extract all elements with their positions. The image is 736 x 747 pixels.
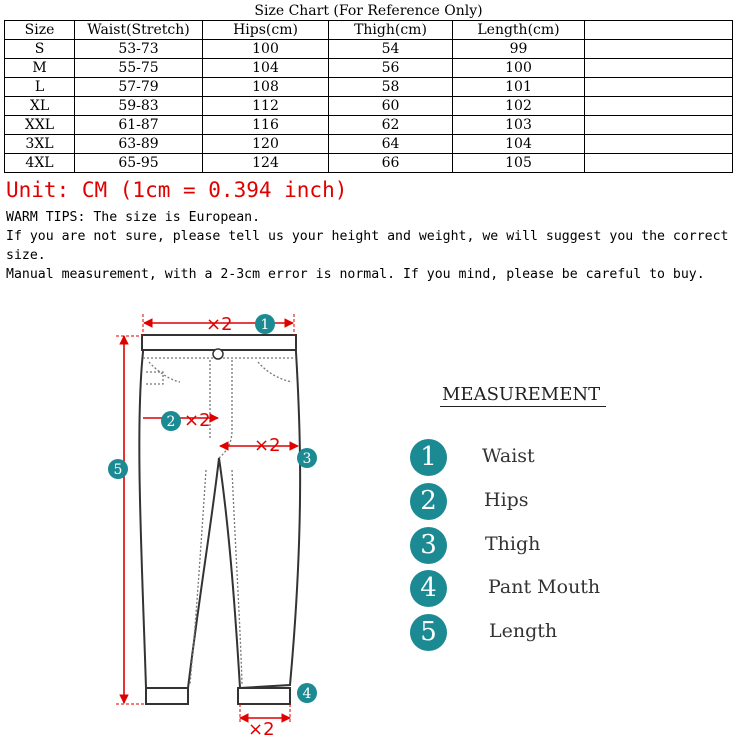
note-warm-tips: WARM TIPS: The size is European. (6, 210, 261, 225)
cell-empty (585, 97, 733, 116)
cell-waist: 57-79 (75, 78, 203, 97)
cell-thigh: 64 (329, 135, 453, 154)
legend-item-length (410, 612, 558, 652)
cell-size: 4XL (5, 154, 75, 173)
cell-size: XXL (5, 116, 75, 135)
svg-text:3: 3 (302, 451, 312, 467)
cell-length: 100 (453, 59, 585, 78)
legend-number-5-icon: 5 (410, 614, 447, 651)
cell-empty (585, 116, 733, 135)
legend-item-pant-mouth (410, 568, 601, 608)
legend-title: MEASUREMENT (440, 384, 606, 407)
note-measurement-error: Manual measurement, with a 2-3cm error is normal. If you mind, please be careful to buy. (6, 267, 705, 282)
cell-length: 101 (453, 78, 585, 97)
cell-length: 99 (453, 40, 585, 59)
pants-measurement-diagram (0, 305, 736, 747)
svg-text:4: 4 (302, 686, 312, 702)
legend-label-length: Length (489, 620, 558, 642)
legend-number-3-icon: 3 (410, 527, 447, 564)
cell-waist: 55-75 (75, 59, 203, 78)
cell-empty (585, 40, 733, 59)
cell-size: S (5, 40, 75, 59)
table-row (5, 116, 733, 135)
cell-length: 105 (453, 154, 585, 173)
cell-thigh: 62 (329, 116, 453, 135)
col-header-length: Length(cm) (453, 21, 585, 40)
svg-text:5: 5 (113, 462, 123, 478)
cell-waist: 53-73 (75, 40, 203, 59)
col-header-size: Size (5, 21, 75, 40)
size-chart-title: Size Chart (For Reference Only) (5, 2, 733, 21)
cell-empty (585, 59, 733, 78)
waist-multiplier: ×2 (206, 314, 233, 335)
cell-thigh: 60 (329, 97, 453, 116)
tips-notes (6, 208, 736, 284)
size-chart-table (4, 2, 733, 173)
cell-waist: 63-89 (75, 135, 203, 154)
cell-empty (585, 154, 733, 173)
legend-item-waist (410, 437, 535, 477)
legend-label-pant-mouth: Pant Mouth (488, 576, 601, 598)
size-chart-header-row (5, 21, 733, 40)
col-header-thigh: Thigh(cm) (329, 21, 453, 40)
cell-hips: 104 (203, 59, 329, 78)
cell-waist: 59-83 (75, 97, 203, 116)
table-row (5, 78, 733, 97)
cell-hips: 116 (203, 116, 329, 135)
svg-text:2: 2 (166, 414, 176, 430)
marker-2-icon (161, 411, 181, 431)
cell-hips: 124 (203, 154, 329, 173)
table-row (5, 59, 733, 78)
legend-label-hips: Hips (484, 489, 529, 511)
cell-size: XL (5, 97, 75, 116)
cell-length: 104 (453, 135, 585, 154)
cell-thigh: 56 (329, 59, 453, 78)
size-chart-title-row (5, 2, 733, 21)
pants-button (213, 349, 223, 359)
thigh-multiplier: ×2 (254, 435, 281, 456)
cell-empty (585, 135, 733, 154)
cell-thigh: 58 (329, 78, 453, 97)
cell-size: L (5, 78, 75, 97)
cell-hips: 120 (203, 135, 329, 154)
legend-number-4-icon: 4 (410, 570, 447, 607)
table-row (5, 40, 733, 59)
cell-hips: 112 (203, 97, 329, 116)
mouth-multiplier: ×2 (248, 719, 275, 740)
table-row (5, 154, 733, 173)
marker-1-icon (255, 314, 275, 334)
col-header-waist: Waist(Stretch) (75, 21, 203, 40)
pants-illustration (139, 335, 300, 704)
legend-number-2-icon: 2 (410, 483, 447, 520)
note-size-advice: If you are not sure, please tell us your height and weight, we will suggest you the correct size. (6, 229, 736, 263)
cell-size: 3XL (5, 135, 75, 154)
cell-empty (585, 78, 733, 97)
marker-5-icon (108, 459, 128, 479)
legend-item-thigh (410, 525, 541, 565)
hips-multiplier: ×2 (184, 410, 211, 431)
cell-length: 102 (453, 97, 585, 116)
table-row (5, 135, 733, 154)
marker-4-icon (297, 683, 317, 703)
cell-hips: 100 (203, 40, 329, 59)
legend-item-hips (410, 481, 529, 521)
cell-length: 103 (453, 116, 585, 135)
legend-label-waist: Waist (482, 445, 535, 467)
col-header-empty (585, 21, 733, 40)
cell-waist: 65-95 (75, 154, 203, 173)
table-row (5, 97, 733, 116)
svg-text:1: 1 (260, 317, 270, 333)
cell-size: M (5, 59, 75, 78)
cell-thigh: 54 (329, 40, 453, 59)
legend-number-1-icon: 1 (410, 439, 447, 476)
cell-thigh: 66 (329, 154, 453, 173)
cell-waist: 61-87 (75, 116, 203, 135)
legend-label-thigh: Thigh (485, 533, 541, 555)
cell-hips: 108 (203, 78, 329, 97)
marker-3-icon (297, 448, 317, 468)
unit-conversion-line: Unit: CM (1cm = 0.394 inch) (6, 178, 348, 202)
col-header-hips: Hips(cm) (203, 21, 329, 40)
